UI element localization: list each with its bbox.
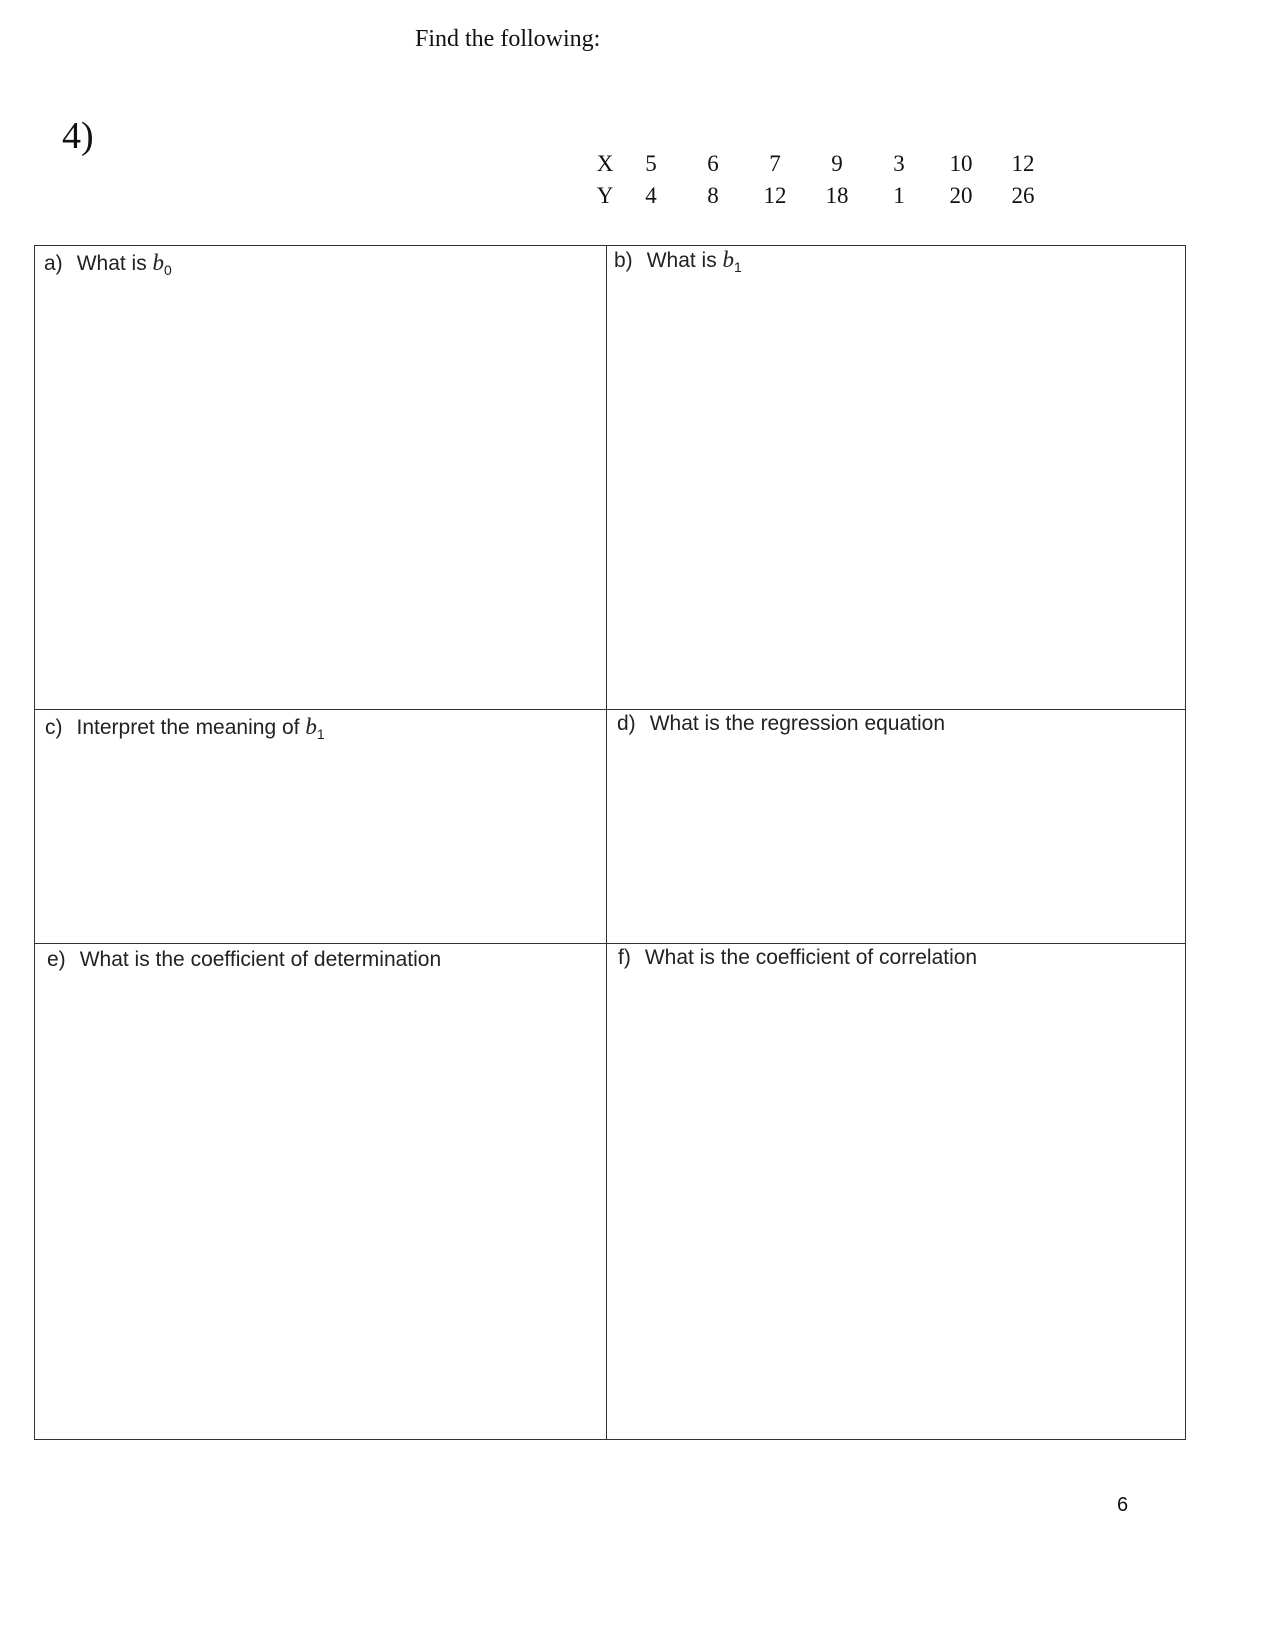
instruction-text: Find the following: [415, 26, 601, 52]
part-letter: b) [614, 249, 633, 272]
part-c-prompt: c) Interpret the meaning of $b_1$ [45, 714, 325, 743]
answer-area-c[interactable] [36, 752, 604, 940]
y-value: 26 [1011, 183, 1035, 208]
y-value: 4 [645, 183, 657, 208]
grid-divider-horizontal [35, 709, 1185, 710]
x-value: 6 [707, 151, 719, 176]
part-f-prompt: f) What is the coefficient of correlation [618, 946, 978, 969]
part-d-prompt: d) What is the regression equation [617, 712, 946, 735]
page-number: 6 [1117, 1494, 1129, 1516]
question-number: 4) [62, 115, 94, 157]
x-value: 7 [769, 151, 781, 176]
answer-area-f[interactable] [608, 986, 1182, 1436]
part-letter: f) [618, 946, 631, 969]
b-variable: b [722, 247, 735, 272]
part-b-prompt: b) What is $b_1$ [614, 247, 742, 276]
y-value: 8 [707, 183, 719, 208]
part-letter: c) [45, 716, 63, 739]
part-letter: e) [47, 948, 66, 971]
y-value: 1 [893, 183, 905, 208]
grid-divider-horizontal [35, 943, 1185, 944]
y-row [590, 180, 1054, 212]
x-value: 10 [949, 151, 973, 176]
x-row [590, 148, 1054, 180]
y-label: Y [596, 183, 614, 208]
x-label: X [596, 151, 614, 176]
y-value: 12 [763, 183, 787, 208]
part-letter: d) [617, 712, 636, 735]
x-value: 9 [831, 151, 843, 176]
part-a-prompt: a) What is $b_0$ [44, 250, 172, 279]
answer-area-e[interactable] [36, 986, 604, 1436]
answer-area-a[interactable] [36, 290, 604, 705]
answer-area-d[interactable] [608, 752, 1182, 940]
answer-area-b[interactable] [608, 290, 1182, 705]
data-table [590, 148, 1054, 212]
x-value: 5 [645, 151, 657, 176]
x-value: 3 [893, 151, 905, 176]
grid-divider-vertical [606, 246, 607, 1439]
y-value: 20 [949, 183, 973, 208]
b-variable: b [152, 250, 165, 275]
x-value: 12 [1011, 151, 1035, 176]
part-e-prompt: e) What is the coefficient of determination [47, 948, 442, 971]
b-variable: b [305, 714, 317, 739]
part-letter: a) [44, 252, 63, 275]
y-value: 18 [825, 183, 849, 208]
